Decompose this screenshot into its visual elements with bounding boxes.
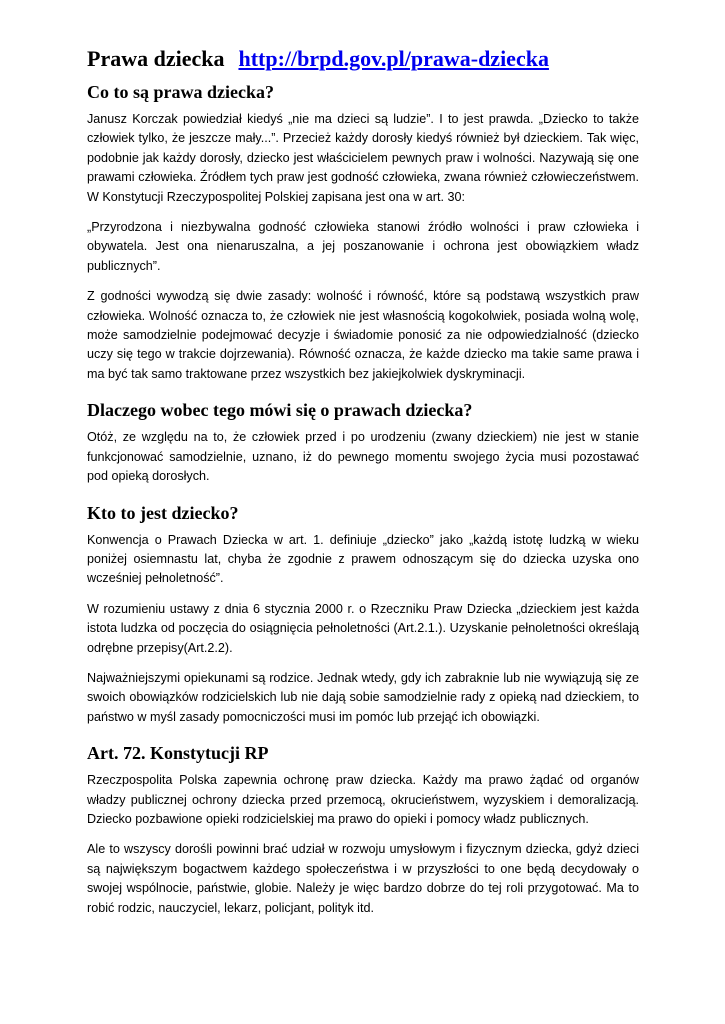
document-page bbox=[87, 44, 639, 929]
title-text: Prawa dziecka bbox=[87, 46, 225, 71]
paragraph: Janusz Korczak powiedział kiedyś „nie ma dzieci są ludzie”. I to jest prawda. „Dziecko to także człowiek tylko, że jeszcze mały...”. Przecież każdy dorosły kiedyś również był dzieckiem. Tak więc, podobnie jak każdy dorosły, dziecko jest właścicielem pewnych praw i wolności. Nazywają się one prawami człowieka. Źródłem tych praw jest godność człowieka, zwana również człowieczeństwem. W Konstytucji Rzeczypospolitej Polskiej zapisana jest ona w art. 30: bbox=[87, 112, 639, 204]
source-link[interactable]: http://brpd.gov.pl/prawa-dziecka bbox=[238, 46, 549, 71]
section-heading: Kto to jest dziecko? bbox=[87, 502, 239, 523]
section-heading: Art. 72. Konstytucji RP bbox=[87, 743, 269, 764]
paragraph: Najważniejszymi opiekunami są rodzice. Jednak wtedy, gdy ich zabraknie lub nie wywiązują się ze swoich obowiązków rodzicielskich lub nie dają sobie samodzielnie rady z opieką nad dzieckiem, to państwo w myśl zasady pomocniczości musi im pomóc lub przejąć ich obowiązki. bbox=[87, 670, 639, 724]
paragraph: Z godności wywodzą się dwie zasady: wolność i równość, które są podstawą wszystkich praw człowieka. Wolność oznacza to, że człowiek nie jest własnością kogokolwiek, posiada wolną wolę, może samodzielnie podejmować decyzje i świadomie ponosić za nie odpowiedzialność (dziecko uczy się tego w trakcie dojrzewania). Równość oznacza, że każde dziecko ma takie same prawa i ma być tak samo traktowane przez wszystkich bez jakiejkolwiek dyskryminacji. bbox=[87, 289, 639, 381]
paragraph: Otóż, ze względu na to, że człowiek przed i po urodzeniu (zwany dzieckiem) nie jest w stanie funkcjonować samodzielnie, uznano, iż do pewnego momentu swojego życia musi pozostawać pod opieką dorosłych. bbox=[87, 430, 639, 484]
paragraph: Rzeczpospolita Polska zapewnia ochronę praw dziecka. Każdy ma prawo żądać od organów władzy publicznej ochrony dziecka przed przemocą, okrucieństwem, wyzyskiem i demoralizacją. Dziecko pozbawione opieki rodzicielskiej ma prawo do opieki i pomocy władz publicznych. bbox=[87, 773, 639, 826]
paragraph: Ale to wszyscy dorośli powinni brać udział w rozwoju umysłowym i fizycznym dziecka, gdyż dzieci są największym bogactwem każdego społeczeństwa i w przyszłości to one będą decydowały o swojej wspólnocie, państwie, globie. Należy je więc bardzo dobrze do tej roli przygotować. Ma to robić rodzic, nauczyciel, lekarz, policjant, polityk itd. bbox=[87, 842, 639, 915]
section-heading: Dlaczego wobec tego mówi się o prawach dziecka? bbox=[87, 400, 473, 421]
paragraph: W rozumieniu ustawy z dnia 6 stycznia 2000 r. o Rzeczniku Praw Dziecka „dzieckiem jest każda istota ludzka od poczęcia do osiągnięcia pełnoletności (Art.2.1.). Uzyskanie pełnoletności określają odrębne przepisy(Art.2.2). bbox=[87, 601, 639, 655]
section-constitution-art-72 bbox=[87, 741, 639, 918]
section-why-child-rights bbox=[87, 398, 639, 486]
page-title bbox=[87, 44, 639, 74]
paragraph: Konwencja o Prawach Dziecka w art. 1. definiuje „dziecko” jako „każdą istotę ludzką w wieku poniżej osiemnastu lat, chyba że zgodnie z prawem odnoszącym się do dziecka uzyska ono wcześniej pełnoletność”. bbox=[87, 532, 639, 586]
section-heading: Co to są prawa dziecka? bbox=[87, 82, 274, 102]
section-what-are-rights bbox=[87, 80, 639, 384]
section-who-is-child bbox=[87, 501, 639, 728]
quote-paragraph: „Przyrodzona i niezbywalna godność człowieka stanowi źródło wolności i praw człowieka i obywatela. Jest ona nienaruszalna, a jej poszanowanie i ochrona jest obowiązkiem władz publicznych”. bbox=[87, 220, 639, 273]
